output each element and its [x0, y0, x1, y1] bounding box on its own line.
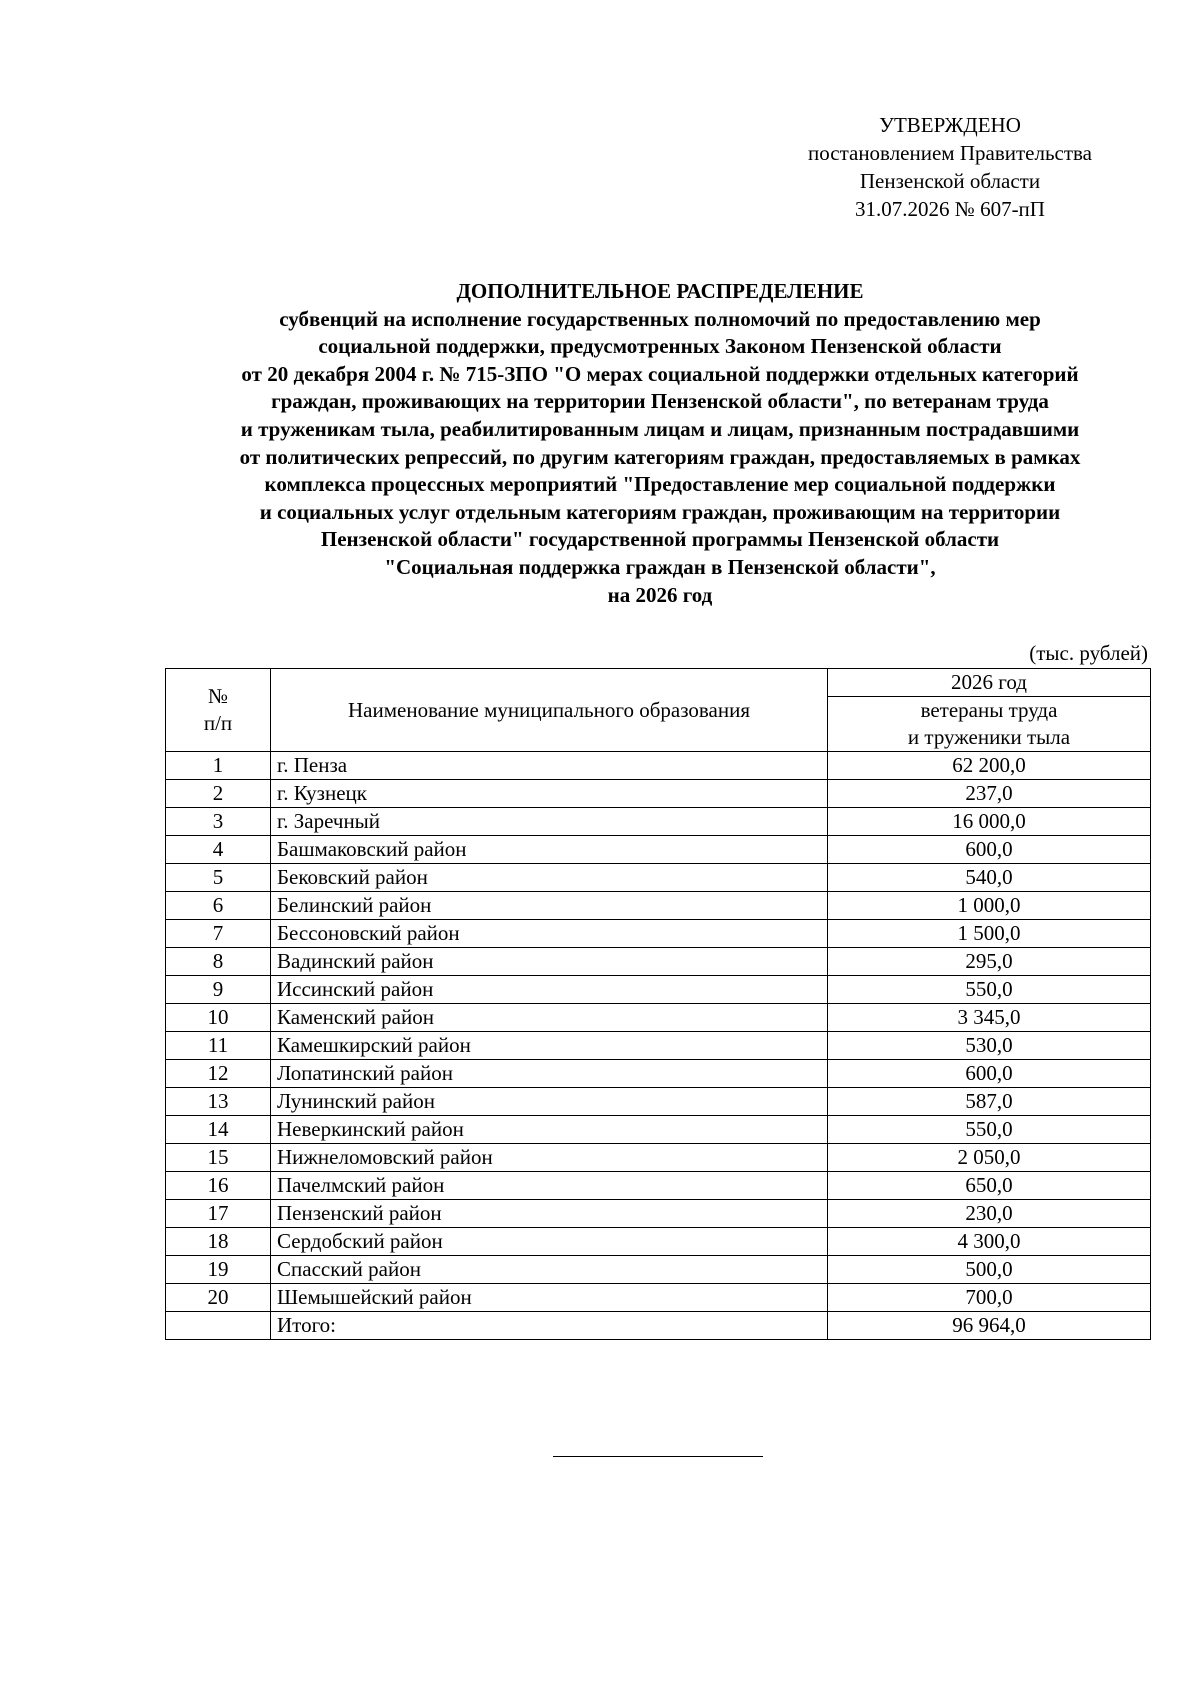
table-row — [166, 808, 1151, 836]
row-number: 11 — [166, 1032, 271, 1060]
row-municipality: Камешкирский район — [271, 1032, 828, 1060]
header-year: 2026 год — [828, 669, 1151, 697]
header-number — [166, 669, 271, 752]
row-number: 1 — [166, 752, 271, 780]
row-municipality: Вадинский район — [271, 948, 828, 976]
units-note: (тыс. рублей) — [1029, 641, 1148, 665]
total-row — [166, 1312, 1151, 1340]
table-row — [166, 1144, 1151, 1172]
table-row — [166, 948, 1151, 976]
row-number: 4 — [166, 836, 271, 864]
table-row — [166, 1032, 1151, 1060]
row-value: 1 500,0 — [828, 920, 1151, 948]
row-municipality: Башмаковский район — [271, 836, 828, 864]
title-line: "Социальная поддержка граждан в Пензенской области", — [384, 554, 936, 579]
row-value: 295,0 — [828, 948, 1151, 976]
header-category-line: и труженики тыла — [907, 725, 1071, 749]
row-value: 650,0 — [828, 1172, 1151, 1200]
header-category — [828, 697, 1151, 752]
row-municipality: Бессоновский район — [271, 920, 828, 948]
title-line: от политических репрессий, по другим категориям граждан, предоставляемых в рамках — [239, 444, 1081, 469]
title-line: граждан, проживающих на территории Пензенской области", по ветеранам труда — [271, 389, 1049, 414]
row-municipality: Нижнеломовский район — [271, 1144, 828, 1172]
total-value: 96 964,0 — [828, 1312, 1151, 1340]
table-row — [166, 920, 1151, 948]
row-value: 4 300,0 — [828, 1228, 1151, 1256]
row-value: 237,0 — [828, 780, 1151, 808]
row-number: 18 — [166, 1228, 271, 1256]
row-value: 16 000,0 — [828, 808, 1151, 836]
row-municipality: Каменский район — [271, 1004, 828, 1032]
row-number: 2 — [166, 780, 271, 808]
row-value: 700,0 — [828, 1284, 1151, 1312]
title-line: ДОПОЛНИТЕЛЬНОЕ РАСПРЕДЕЛЕНИЕ — [456, 279, 864, 303]
row-number: 8 — [166, 948, 271, 976]
row-municipality: Пензенский район — [271, 1200, 828, 1228]
title-line: и труженикам тыла, реабилитированным лицам и лицам, признанным пострадавшими — [240, 416, 1080, 441]
title-line: от 20 декабря 2004 г. № 715-ЗПО "О мерах социальной поддержки отдельных категорий — [241, 361, 1079, 386]
row-number: 3 — [166, 808, 271, 836]
row-number: 5 — [166, 864, 271, 892]
approval-date-number: 31.07.2026 № 607-пП — [855, 197, 1045, 221]
row-municipality: Сердобский район — [271, 1228, 828, 1256]
row-municipality: Пачелмский район — [271, 1172, 828, 1200]
row-municipality: Лопатинский район — [271, 1060, 828, 1088]
document-title — [120, 278, 1200, 609]
header-category-line: ветераны труда — [920, 698, 1058, 722]
row-number: 16 — [166, 1172, 271, 1200]
table-row — [166, 1228, 1151, 1256]
row-value: 540,0 — [828, 864, 1151, 892]
row-number: 20 — [166, 1284, 271, 1312]
table-row — [166, 1060, 1151, 1088]
table-row — [166, 892, 1151, 920]
table-row — [166, 1088, 1151, 1116]
header-number-symbol: № — [207, 684, 229, 708]
table-row — [166, 864, 1151, 892]
approval-issuer: постановлением Правительства — [807, 141, 1092, 165]
row-value: 500,0 — [828, 1256, 1151, 1284]
title-line: субвенций на исполнение государственных полномочий по предоставлению мер — [279, 306, 1041, 331]
row-value: 3 345,0 — [828, 1004, 1151, 1032]
row-value: 550,0 — [828, 1116, 1151, 1144]
row-municipality: Спасский район — [271, 1256, 828, 1284]
title-line: Пензенской области" государственной программы Пензенской области — [320, 527, 1000, 552]
row-number: 10 — [166, 1004, 271, 1032]
row-value: 1 000,0 — [828, 892, 1151, 920]
row-number: 6 — [166, 892, 271, 920]
row-number: 12 — [166, 1060, 271, 1088]
table-row — [166, 1200, 1151, 1228]
row-number: 17 — [166, 1200, 271, 1228]
table-body — [166, 752, 1151, 1312]
row-municipality: Белинский район — [271, 892, 828, 920]
table-row — [166, 780, 1151, 808]
row-value: 550,0 — [828, 976, 1151, 1004]
title-line: социальной поддержки, предусмотренных Законом Пензенской области — [318, 334, 1002, 359]
table-row — [166, 1172, 1151, 1200]
header-number-abbr: п/п — [203, 711, 233, 735]
row-number: 9 — [166, 976, 271, 1004]
closing-line — [553, 1456, 763, 1457]
approval-stamp — [780, 111, 1120, 223]
row-number: 13 — [166, 1088, 271, 1116]
row-number: 19 — [166, 1256, 271, 1284]
row-value: 600,0 — [828, 836, 1151, 864]
row-value: 530,0 — [828, 1032, 1151, 1060]
row-municipality: Лунинский район — [271, 1088, 828, 1116]
table-row — [166, 1004, 1151, 1032]
title-line: и социальных услуг отдельным категориям граждан, проживающим на территории — [259, 499, 1061, 524]
row-municipality: Иссинский район — [271, 976, 828, 1004]
table-row — [166, 976, 1151, 1004]
row-value: 600,0 — [828, 1060, 1151, 1088]
table-row — [166, 1256, 1151, 1284]
title-line: комплекса процессных мероприятий "Предоставление мер социальной поддержки — [264, 472, 1056, 497]
approval-heading: УТВЕРЖДЕНО — [879, 113, 1021, 137]
row-number: 14 — [166, 1116, 271, 1144]
row-value: 62 200,0 — [828, 752, 1151, 780]
row-municipality: Неверкинский район — [271, 1116, 828, 1144]
row-number: 15 — [166, 1144, 271, 1172]
row-municipality: Бековский район — [271, 864, 828, 892]
row-municipality: г. Пенза — [271, 752, 828, 780]
table-row — [166, 836, 1151, 864]
row-municipality: Шемышейский район — [271, 1284, 828, 1312]
table-row — [166, 1116, 1151, 1144]
total-number-cell — [166, 1312, 271, 1340]
approval-region: Пензенской области — [859, 169, 1041, 193]
row-value: 587,0 — [828, 1088, 1151, 1116]
row-number: 7 — [166, 920, 271, 948]
table-row — [166, 752, 1151, 780]
row-value: 230,0 — [828, 1200, 1151, 1228]
row-value: 2 050,0 — [828, 1144, 1151, 1172]
row-municipality: г. Кузнецк — [271, 780, 828, 808]
table-row — [166, 1284, 1151, 1312]
row-municipality: г. Заречный — [271, 808, 828, 836]
header-municipality: Наименование муниципального образования — [271, 669, 828, 752]
total-label: Итого: — [271, 1312, 828, 1340]
distribution-table — [165, 668, 1151, 1340]
title-line: на 2026 год — [607, 582, 713, 607]
